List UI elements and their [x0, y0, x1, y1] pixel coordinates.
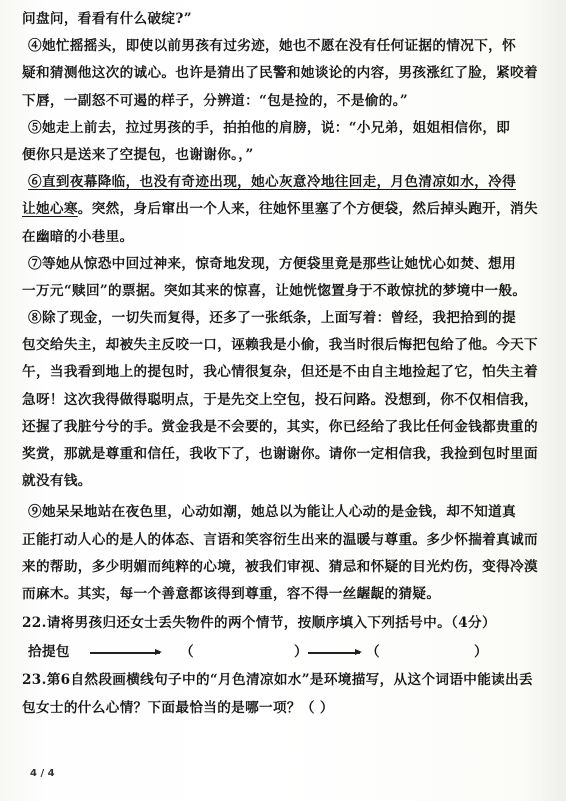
paragraph-4-line: 疑和猜测他这次的诚心。也许是猜出了民警和她谈论的内容，男孩涨红了脸，紧咬着: [22, 65, 538, 82]
arrow-icon: [308, 652, 360, 653]
paragraph-5: [22, 115, 552, 169]
paragraph-9-line: 来的帮助，多少明媚而纯粹的心境，被我们审视、猜忌和怀疑的目光灼伤，变得冷漠: [22, 558, 538, 575]
answer-start-label: 拾提包: [28, 644, 70, 661]
paragraph-8-line: 奖赏，那就是尊重和信任，我收下了，也谢谢你。请你一定相信我，我捡到包时里面: [22, 446, 538, 462]
paragraph-8-line: 还握了我脏兮兮的手。赏金我是不会要的，其实，你已经给了我比任何金钱都贵重的: [22, 418, 538, 435]
paragraph-4: [22, 33, 552, 115]
paragraph-4-line: ④她忙摇摇头，即使以前男孩有过劣迹，她也不愿在没有任何证据的情况下，怀: [28, 38, 517, 55]
paragraph-8-line: 午，当我看到地上的提包时，我心情很复杂，但还是不由自主地捡起了它，怕失主着: [22, 364, 538, 381]
answer-blank-2-close[interactable]: ）: [474, 644, 488, 661]
paragraph-6-line: [22, 169, 552, 196]
paragraph-7-line: 一万元“赎回”的票据。突如其来的惊喜，让她恍惚置身于不敢惊扰的梦境中一般。: [22, 282, 527, 299]
paragraph-8-line: 包交给失主，却被失主反咬一口，诬赖我是小偷，我当时很后悔把包给了他。今天下: [22, 337, 538, 354]
paragraph-6-line: [22, 196, 552, 223]
answer-blank-1-open[interactable]: （: [180, 644, 194, 661]
paragraph-9: [22, 499, 552, 608]
paragraph-8: [22, 305, 552, 495]
question-22-answer-row: [22, 637, 552, 667]
arrow-icon: [90, 652, 160, 653]
reading-passage: [22, 6, 552, 722]
paragraph-9-line: 正能打动人心的是人的体态、言语和笑容衍生出来的温暖与尊重。多少怀揣着真诚而: [22, 531, 538, 548]
answer-blank-1-close[interactable]: ）: [294, 644, 308, 661]
question-23: 23.第6自然段画横线句子中的“月色清凉如水”是环境描写，从这个词语中能读出丢: [22, 672, 533, 689]
paragraph-4-line: 下唇，一副怒不可遏的样子，分辨道：“包是捡的，不是偷的。”: [22, 92, 409, 109]
question-23-continued: 包女士的什么心情？下面最恰当的是哪一项？（ ）: [22, 699, 334, 716]
question-22: 22.请将男孩归还女士丢失物件的两个情节，按顺序填入下列括号中。（4分）: [22, 615, 496, 632]
paragraph-6-line: 在幽暗的小巷里。: [22, 228, 134, 245]
answer-blank-2-open[interactable]: （: [366, 644, 380, 661]
paragraph-9-line: 而麻木。其实，每一个善意都该得到尊重，容不得一丝龌龊的猜疑。: [22, 585, 441, 602]
paragraph-8-line: 急呀！这次我得做得聪明点，于是先交上空包，投石问路。没想到，你不仅相信我，: [22, 391, 538, 408]
underlined-sentence: ⑥直到夜幕降临，也没有奇迹出现，她心灰意冷地往回走，月色清凉如水，冷得: [28, 174, 517, 191]
paragraph-7: [22, 251, 552, 305]
paragraph-7-line: ⑦等她从惊恐中回过神来，惊奇地发现，方便袋里竟是那些让她忧心如焚、想用: [28, 255, 517, 272]
paragraph-5-line: 便你只是送来了空提包，也谢谢你。，”: [22, 146, 254, 163]
underlined-sentence-end: 让她心寒: [22, 201, 78, 218]
paragraph-5-line: ⑤她走上前去，拉过男孩的手，拍拍他的肩膀，说：“小兄弟，姐姐相信你，即: [28, 119, 511, 136]
paragraph-8-line: ⑧除了现金，一切失而复得，还多了一张纸条，上面写着：曾经，我把拾到的提: [28, 310, 517, 327]
paragraph-6-text: 。突然，身后窜出一个人来，往她怀里塞了个方便袋，然后掉头跑开，消失: [77, 201, 538, 218]
paragraph-8-line: 就没有钱。: [22, 473, 92, 490]
paragraph-3-end: 问盘问，看看有什么破绽?”: [22, 11, 192, 27]
page-number: 4 / 4: [30, 768, 55, 779]
paragraph-6: [22, 169, 552, 251]
paragraph-9-line: ⑨她呆呆地站在夜色里，心动如潮，她总以为能让人心动的是金钱，却不知道真: [28, 504, 517, 521]
